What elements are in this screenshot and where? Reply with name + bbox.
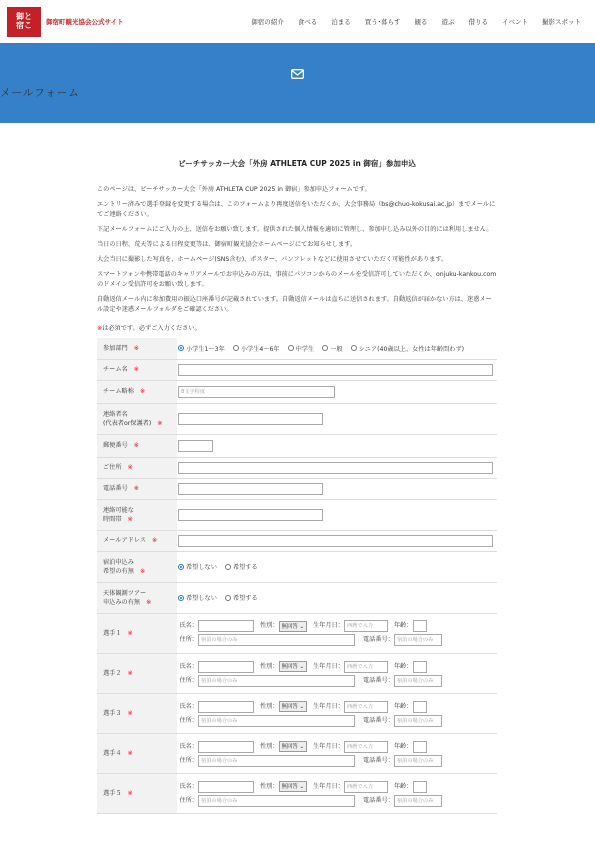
division-option-general[interactable]: 一般 [322, 344, 342, 353]
intro-paragraph: スマートフォンや携帯電話のキャリアメールでお申込みの方は、事前にパソコンからのメールを受信許可していただくか、onjuku-kankou.com のドメイン受信許可をお願い致します。 [97, 271, 497, 288]
radio-icon [233, 345, 239, 351]
intro-text [97, 185, 497, 315]
radio-icon [178, 564, 184, 570]
player-label: 選手５ ※ [97, 774, 177, 814]
player-birthday-input[interactable]: 西暦で入力 [344, 781, 388, 793]
site-header [0, 0, 595, 43]
team-name-label: チーム名 ※ [97, 359, 177, 380]
radio-icon [178, 595, 184, 601]
radio-icon [225, 564, 231, 570]
player-phone-label: 電話番号： [363, 636, 394, 644]
player-name-input[interactable] [198, 741, 254, 753]
intro-paragraph: 当日の日程、荒天等による日程変更等は、御宿町観光協会ホームページにてお知らせします。 [97, 241, 357, 248]
chevron-down-icon: ⌄ [299, 744, 304, 750]
nav-item-stay[interactable]: 泊まる [331, 18, 351, 26]
mail-icon [291, 69, 304, 79]
player-age-input[interactable] [413, 741, 427, 753]
player-label: 選手３ ※ [97, 694, 177, 734]
contact-name-input[interactable] [178, 413, 323, 425]
player-phone-label: 電話番号： [363, 796, 394, 804]
player-phone-input[interactable]: 宿泊の場合のみ [394, 675, 442, 687]
player-phone-input[interactable]: 宿泊の場合のみ [394, 795, 442, 807]
player-age-label: 年齢： [393, 702, 413, 710]
lodging-option-yes[interactable]: 希望する [225, 562, 258, 571]
page-title: メールフォーム [0, 87, 80, 99]
division-radio-group [178, 344, 496, 353]
player-birthday-label: 生年月日： [313, 742, 344, 750]
team-abbr-label: チーム略称 ※ [97, 380, 177, 403]
radio-icon [322, 345, 328, 351]
email-input[interactable] [178, 535, 493, 547]
phone-label: 電話番号 ※ [97, 478, 177, 499]
player-label: 選手４ ※ [97, 734, 177, 774]
chevron-down-icon: ⌄ [299, 784, 304, 790]
player-address-label: 住所： [179, 676, 198, 684]
lodging-option-no[interactable]: 希望しない [178, 562, 217, 571]
astro-tour-label: 天体観測ツアー 申込みの有無 ※ [97, 582, 177, 613]
site-name[interactable]: 御宿町観光協会公式サイト [46, 18, 124, 26]
player-age-label: 年齢： [393, 662, 413, 670]
division-option-upper-elementary[interactable]: 小学生4〜6年 [233, 344, 280, 353]
player-name-label: 氏名： [179, 702, 198, 710]
player-gender-select[interactable]: 無回答 ⌄ [279, 621, 307, 632]
players-table [97, 614, 497, 815]
player-name-label: 氏名： [179, 742, 198, 750]
player-gender-select[interactable]: 無回答 ⌄ [279, 701, 307, 712]
main-nav [237, 17, 581, 26]
intro-paragraph: 下記メールフォームにご入力の上、送信をお願い致します。提供された個人情報を適切に管理し、参加申し込み以外の目的には利用しません。 [97, 226, 493, 233]
main-content [97, 158, 497, 814]
radio-icon [351, 345, 357, 351]
astro-option-no[interactable]: 希望しない [178, 593, 217, 602]
player-gender-select[interactable]: 無回答 ⌄ [279, 741, 307, 752]
player-gender-label: 性別： [260, 622, 279, 630]
radio-icon [225, 595, 231, 601]
form-title: ビーチサッカー大会「外房 ATHLETA CUP 2025 in 御宿」参加申込 [178, 159, 416, 168]
required-mark: ※ [127, 790, 133, 797]
contact-name-label: 連絡者名 (代表者or保護者) ※ [97, 403, 177, 434]
radio-icon [288, 345, 294, 351]
required-mark: ※ [127, 710, 133, 717]
division-option-lower-elementary[interactable]: 小学生1〜3年 [178, 344, 225, 353]
nav-item-rent[interactable]: 借りる [468, 18, 488, 26]
astro-option-yes[interactable]: 希望する [225, 593, 258, 602]
contact-time-label: 連絡可能な 時間帯 ※ [97, 499, 177, 530]
contact-time-input[interactable] [178, 509, 323, 521]
player-row [97, 774, 497, 814]
player-birthday-input[interactable]: 西暦で入力 [344, 701, 388, 713]
nav-item-play[interactable]: 遊ぶ [441, 18, 455, 26]
player-birthday-input[interactable]: 西暦で入力 [344, 741, 388, 753]
player-name-label: 氏名： [179, 782, 198, 790]
player-row [97, 694, 497, 734]
player-phone-label: 電話番号： [363, 756, 394, 764]
intro-paragraph: このページは、ビーチサッカー大会「外房 ATHLETA CUP 2025 in 御宿」参加申込フォームです。 [97, 186, 371, 193]
player-age-input[interactable] [413, 701, 427, 713]
player-birthday-label: 生年月日： [313, 782, 344, 790]
phone-input[interactable] [178, 483, 323, 495]
player-address-input[interactable]: 宿泊の場合のみ [198, 634, 355, 646]
nav-item-shop[interactable]: 買う･暮らす [364, 18, 401, 26]
nav-item-see[interactable]: 観る [414, 18, 428, 26]
address-input[interactable] [178, 462, 493, 474]
required-mark: ※ [97, 325, 103, 332]
chevron-down-icon: ⌄ [299, 664, 304, 670]
player-age-label: 年齢： [393, 782, 413, 790]
player-gender-select[interactable]: 無回答 ⌄ [279, 781, 307, 792]
postal-label: 郵便番号 ※ [97, 434, 177, 457]
postal-code-input[interactable] [178, 440, 213, 452]
site-logo[interactable]: 御と 宿こ [7, 7, 41, 37]
player-phone-label: 電話番号： [363, 716, 394, 724]
intro-paragraph: エントリー済みで選手登録を変更する場合は、このフォームより再度送信をいただくか、大会事務局（bs@chuo-kokusai.ac.jp）までメールにてご連絡ください。 [97, 201, 496, 218]
player-birthday-label: 生年月日： [313, 662, 344, 670]
player-address-label: 住所： [179, 796, 198, 804]
player-phone-input[interactable]: 宿泊の場合のみ [394, 715, 442, 727]
astro-tour-radio-group [178, 593, 496, 602]
email-label: メールアドレス ※ [97, 530, 177, 551]
player-name-input[interactable] [198, 701, 254, 713]
player-address-label: 住所： [179, 636, 198, 644]
radio-icon [178, 345, 184, 351]
player-gender-label: 性別： [260, 662, 279, 670]
player-age-label: 年齢： [393, 622, 413, 630]
player-label: 選手２ ※ [97, 654, 177, 694]
player-name-input[interactable] [198, 661, 254, 673]
player-gender-label: 性別： [260, 742, 279, 750]
player-address-label: 住所： [179, 756, 198, 764]
player-age-input[interactable] [413, 620, 427, 632]
player-phone-input[interactable]: 宿泊の場合のみ [394, 755, 442, 767]
address-label: ご住所 ※ [97, 457, 177, 478]
player-birthday-label: 生年月日： [313, 702, 344, 710]
player-name-input[interactable] [198, 620, 254, 632]
player-row [97, 614, 497, 654]
intro-paragraph: 大会当日に撮影した写真を、ホームページ(SNS含む)、ポスター、パンフレットなどに使用させていただく可能性があります。 [97, 256, 448, 263]
player-row [97, 734, 497, 774]
division-label: 参加部門 ※ [97, 338, 177, 359]
required-note [97, 323, 497, 332]
required-note-text: は必須です。必ずご入力ください。 [102, 325, 201, 332]
player-row [97, 654, 497, 694]
chevron-down-icon: ⌄ [299, 623, 304, 630]
nav-item-intro[interactable]: 御宿の紹介 [251, 18, 284, 26]
nav-item-event[interactable]: イベント [502, 18, 528, 26]
required-mark: ※ [127, 629, 133, 637]
player-age-label: 年齢： [393, 742, 413, 750]
player-birthday-label: 生年月日： [313, 622, 344, 630]
player-address-input[interactable]: 宿泊の場合のみ [198, 715, 355, 727]
player-name-input[interactable] [198, 781, 254, 793]
page-banner [0, 43, 595, 123]
player-phone-label: 電話番号： [363, 676, 394, 684]
team-abbr-input[interactable]: 8文字程度 [178, 386, 335, 398]
player-label: 選手１ ※ [97, 614, 177, 654]
player-address-input[interactable]: 宿泊の場合のみ [198, 755, 355, 767]
player-gender-label: 性別： [260, 782, 279, 790]
player-birthday-input[interactable]: 西暦で入力 [344, 620, 388, 632]
intro-paragraph: 自動返信メール内に参加費用の振込口座番号が記載されています。自動返信メールは直ちに送信されます。自動返信が届かない方は、迷惑メール設定や迷惑メールフォルダをご確認ください。 [97, 296, 492, 313]
chevron-down-icon: ⌄ [299, 704, 304, 710]
team-name-input[interactable] [178, 364, 493, 376]
player-name-label: 氏名： [179, 622, 198, 630]
nav-item-photo-spot[interactable]: 撮影スポット [542, 18, 581, 26]
player-gender-select[interactable]: 無回答 ⌄ [279, 661, 307, 672]
required-mark: ※ [133, 344, 139, 352]
player-address-input[interactable]: 宿泊の場合のみ [198, 675, 355, 687]
player-age-input[interactable] [413, 661, 427, 673]
entry-form [97, 338, 497, 614]
player-address-input[interactable]: 宿泊の場合のみ [198, 795, 355, 807]
division-option-senior[interactable]: シニア(40歳以上、女性は年齢問わず) [351, 344, 465, 353]
player-birthday-input[interactable]: 西暦で入力 [344, 661, 388, 673]
player-address-label: 住所： [179, 716, 198, 724]
required-mark: ※ [127, 670, 133, 677]
lodging-label: 宿泊申込み 希望の有無 ※ [97, 551, 177, 582]
lodging-radio-group [178, 562, 496, 571]
player-phone-input[interactable]: 宿泊の場合のみ [394, 634, 442, 646]
player-age-input[interactable] [413, 781, 427, 793]
required-mark: ※ [127, 750, 133, 757]
nav-item-eat[interactable]: 食べる [297, 18, 318, 26]
player-name-label: 氏名： [179, 662, 198, 670]
division-option-junior-high[interactable]: 中学生 [288, 344, 315, 353]
player-gender-label: 性別： [260, 702, 279, 710]
